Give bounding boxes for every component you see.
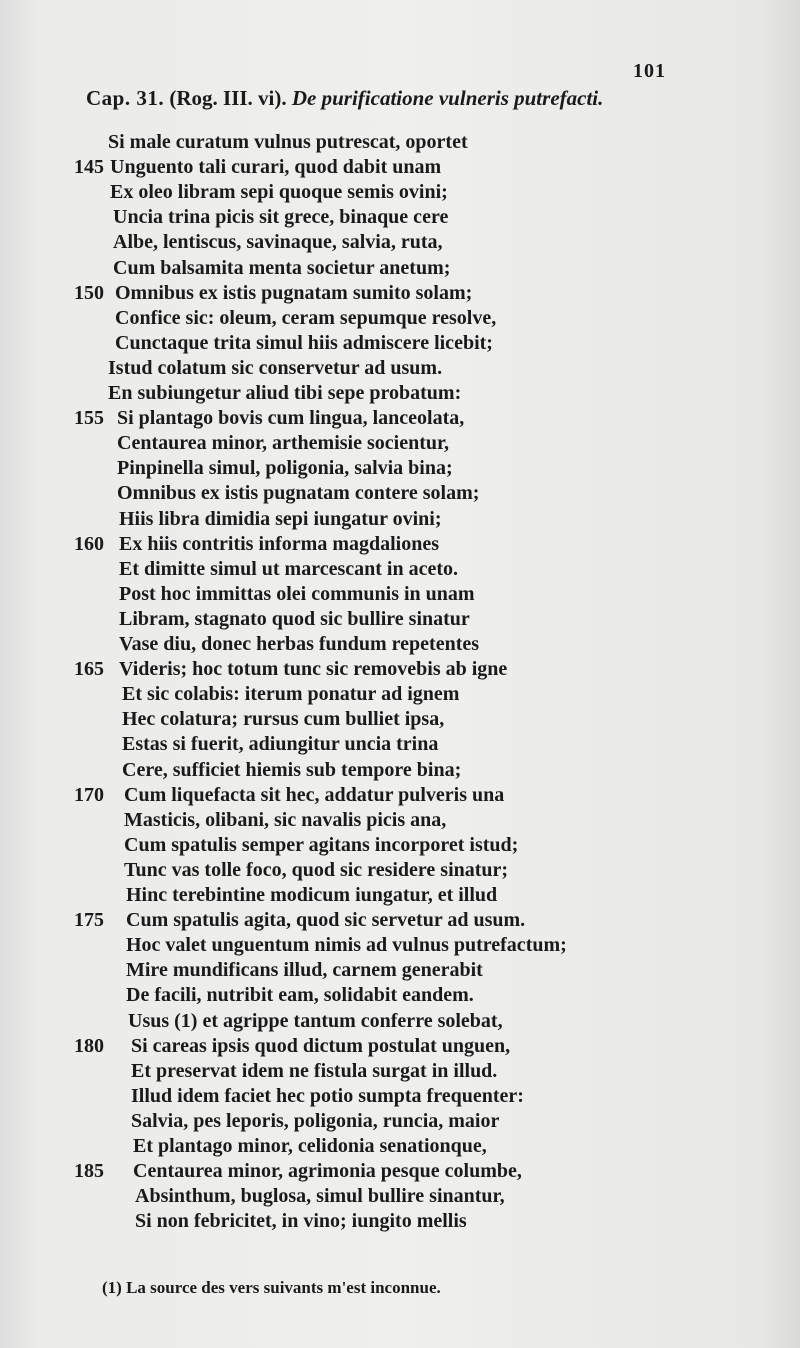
verse-text: Hiis libra dimidia sepi iungatur ovini; <box>119 508 442 530</box>
verse-text: Hinc terebintine modicum iungatur, et illud <box>126 884 498 906</box>
verse-line <box>0 406 800 431</box>
verse-text: Pinpinella simul, poligonia, salvia bina; <box>117 457 453 479</box>
verse-text: Ex hiis contritis informa magdaliones <box>119 533 440 555</box>
verse-line <box>0 858 800 883</box>
verse-text: Cum balsamita menta societur anetum; <box>113 257 451 279</box>
verse-text: Cunctaque trita simul hiis admiscere licebit; <box>115 332 493 354</box>
verse-text: Tunc vas tolle foco, quod sic residere sinatur; <box>124 859 509 881</box>
verse-number: 180 <box>74 1035 104 1057</box>
verse-number: 165 <box>74 658 104 680</box>
verse-number: 155 <box>74 407 104 429</box>
verse-line <box>0 808 800 833</box>
verse-text: Si male curatum vulnus putrescat, oportet <box>108 131 468 153</box>
verse-number: 160 <box>74 533 104 555</box>
verse-line <box>0 983 800 1008</box>
verse-number: 145 <box>74 156 104 178</box>
verse-number: 150 <box>74 282 104 304</box>
verse-text: Si plantago bovis cum lingua, lanceolata, <box>117 407 465 429</box>
verse-text: Vase diu, donec herbas fundum repetentes <box>119 633 480 655</box>
verse-line <box>0 331 800 356</box>
verse-line <box>0 933 800 958</box>
verse-line <box>0 682 800 707</box>
verse-line <box>0 783 800 808</box>
page-number: 101 <box>633 60 666 82</box>
verse-line <box>0 958 800 983</box>
verse-number: 185 <box>74 1160 104 1182</box>
verse-text: Usus (1) et agrippe tantum conferre solebat, <box>128 1010 503 1032</box>
verse-line <box>0 1209 800 1234</box>
verse-text: En subiungetur aliud tibi sepe probatum: <box>108 382 462 404</box>
verse-line <box>0 230 800 255</box>
verse-text: Videris; hoc totum tunc sic removebis ab igne <box>119 658 508 680</box>
verse-text: Cere, sufficiet hiemis sub tempore bina; <box>122 759 462 781</box>
verse-text: Libram, stagnato quod sic bullire sinatur <box>119 608 470 630</box>
verse-line <box>0 908 800 933</box>
verse-text: Albe, lentiscus, savinaque, salvia, ruta, <box>113 231 443 253</box>
verse-number: 170 <box>74 784 104 806</box>
verse-text: Et dimitte simul ut marcescant in aceto. <box>119 558 459 580</box>
verse-text: Mire mundificans illud, carnem generabit <box>126 959 483 981</box>
verse-text: Uncia trina picis sit grece, binaque cere <box>113 206 449 228</box>
verse-text: Ex oleo libram sepi quoque semis ovini; <box>110 181 448 203</box>
verse-line <box>0 306 800 331</box>
verse-line <box>0 582 800 607</box>
verse-line <box>0 632 800 657</box>
verse-line <box>0 883 800 908</box>
verse-text: Cum spatulis semper agitans incorporet istud; <box>124 834 519 856</box>
running-head <box>86 86 603 111</box>
verse-text: De facili, nutribit eam, solidabit eandem. <box>126 984 474 1006</box>
verse-text: Et sic colabis: iterum ponatur ad ignem <box>122 683 460 705</box>
verse-text: Cum liquefacta sit hec, addatur pulveris una <box>124 784 505 806</box>
verse-text: Absinthum, buglosa, simul bullire sinantur, <box>135 1185 505 1207</box>
verse-text: Et preservat idem ne fistula surgat in illud. <box>131 1060 498 1082</box>
verse-line <box>0 1059 800 1084</box>
verse-text: Centaurea minor, agrimonia pesque columbe, <box>133 1160 522 1182</box>
chapter-reference: (Rog. III. vi). <box>169 86 287 110</box>
verse-line <box>0 607 800 632</box>
verse-text: Omnibus ex istis pugnatam contere solam; <box>117 482 480 504</box>
verse-text: Cum spatulis agita, quod sic servetur ad usum. <box>126 909 526 931</box>
chapter-label: Cap. 31. <box>86 86 165 110</box>
chapter-title: De purificatione vulneris putrefacti. <box>291 86 604 110</box>
verse-text: Post hoc immittas olei communis in unam <box>119 583 475 605</box>
verse-text: Si non febricitet, in vino; iungito mellis <box>135 1210 467 1232</box>
verse-line <box>0 456 800 481</box>
verse-text: Salvia, pes leporis, poligonia, runcia, maior <box>131 1110 500 1132</box>
verse-number: 175 <box>74 909 104 931</box>
verse-text: Hec colatura; rursus cum bulliet ipsa, <box>122 708 445 730</box>
verse-line <box>0 180 800 205</box>
verse-text: Si careas ipsis quod dictum postulat unguen, <box>131 1035 511 1057</box>
verse-text: Masticis, olibani, sic navalis picis ana, <box>124 809 447 831</box>
verse-line <box>0 833 800 858</box>
verse-line <box>0 732 800 757</box>
verse-line <box>0 205 800 230</box>
verse-line <box>0 657 800 682</box>
verse-line <box>0 1134 800 1159</box>
verse-line <box>0 532 800 557</box>
verse-line <box>0 1034 800 1059</box>
verse-line <box>0 1109 800 1134</box>
verse-line <box>0 281 800 306</box>
verse-line <box>0 381 800 406</box>
verse-line <box>0 557 800 582</box>
verse-text: Hoc valet unguentum nimis ad vulnus putrefactum; <box>126 934 567 956</box>
verse-text: Centaurea minor, arthemisie socientur, <box>117 432 450 454</box>
verse-text: Estas si fuerit, adiungitur uncia trina <box>122 733 439 755</box>
verse-line <box>0 507 800 532</box>
verse-line <box>0 130 800 155</box>
verse-line <box>0 707 800 732</box>
verse-text: Et plantago minor, celidonia senationque, <box>133 1135 487 1157</box>
verse-line <box>0 1084 800 1109</box>
verse-line <box>0 481 800 506</box>
verse-line <box>0 1184 800 1209</box>
verse-text: Confice sic: oleum, ceram sepumque resolve, <box>115 307 497 329</box>
verse-line <box>0 155 800 180</box>
verse-line <box>0 1159 800 1184</box>
verse-line <box>0 256 800 281</box>
footnote: (1) La source des vers suivants m'est inconnue. <box>102 1278 441 1297</box>
verse-text: Illud idem faciet hec potio sumpta frequenter: <box>131 1085 524 1107</box>
verse-line <box>0 758 800 783</box>
verse-text: Unguento tali curari, quod dabit unam <box>110 156 442 178</box>
verse-line <box>0 356 800 381</box>
verse-text: Omnibus ex istis pugnatam sumito solam; <box>115 282 473 304</box>
verse-text: Istud colatum sic conservetur ad usum. <box>108 357 443 379</box>
verse-line <box>0 431 800 456</box>
verse-line <box>0 1009 800 1034</box>
